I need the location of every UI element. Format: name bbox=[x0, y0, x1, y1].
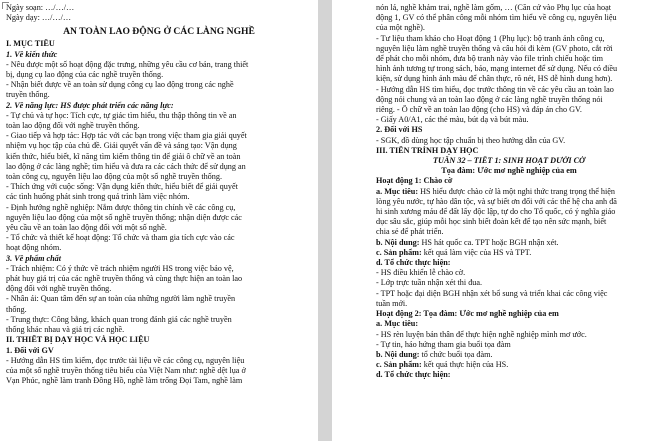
text-line: - Trung thực: Công bằng, khách quan trong đánh giá các nghề truyền bbox=[6, 314, 232, 324]
label-rest: HS hiểu được chào cờ là một nghi thức trang trọng thể hiện bbox=[418, 186, 616, 196]
text-line: động đối với nghề truyền thống. bbox=[6, 284, 112, 294]
text-line: - TPT hoặc đại diện BGH nhận xét bổ sung và triển khai các công việc bbox=[376, 288, 608, 298]
text-line: - Lớp trực tuần nhận xét thi đua. bbox=[376, 278, 483, 288]
text-line: - Định hướng nghề nghiệp: Nắm được thông tin chính về các công cụ, bbox=[6, 202, 236, 212]
text-line: - HS rèn luyện bản thân để thực hiện nghề nghiệp mình mơ ước. bbox=[376, 329, 587, 339]
document-title: AN TOÀN LAO ĐỘNG Ở CÁC LÀNG NGHỀ bbox=[63, 26, 255, 38]
text-line: - Thích ứng với cuộc sống: Vận dụng kiến thức, hiểu biết để giải quyết bbox=[6, 182, 238, 192]
text-line: hình ảnh tương tự trong sách, báo, mạng internet để sử dụng. Nếu có điều bbox=[376, 64, 618, 74]
label-lead: b. Nội dung: bbox=[376, 349, 420, 359]
text-line: - Nhận biết được về an toàn sử dụng công cụ lao động trong các nghề bbox=[6, 80, 234, 90]
text-line: 3. Về phẩm chất bbox=[6, 253, 62, 263]
text-line: hoạt động nhóm. bbox=[6, 243, 62, 253]
label-rest: tổ chức buổi tọa đàm. bbox=[419, 349, 493, 359]
date-line: Ngày dạy: …/…/… bbox=[6, 13, 72, 23]
text-line: động 1, GV có thể phân công mỗi nhóm tìm hiểu về công cụ, nguyên liệu bbox=[376, 13, 617, 23]
date-meta bbox=[6, 3, 312, 23]
text-line: thống. bbox=[6, 304, 27, 314]
text-line: - Giấy A0/A1, các thẻ màu, bút dạ và bút màu. bbox=[376, 115, 529, 125]
text-line: 1. Đối với GV bbox=[6, 345, 54, 355]
text-line: toàn lao động đối với nghề truyền thống. bbox=[6, 121, 140, 131]
text-line: - Tự chủ và tự học: Tích cực, tự giác tìm hiểu, thu thập thông tin về an bbox=[6, 110, 237, 120]
text-line: TUẦN 32 – TIẾT 1: SINH HOẠT DƯỚI CỜ bbox=[433, 156, 585, 166]
label-lead: c. Sản phẩm: bbox=[376, 247, 422, 257]
label-lead: c. Sản phẩm: bbox=[376, 360, 422, 370]
text-line: phát huy giá trị của các nghề truyền thống và cùng thực hiện an toàn lao bbox=[6, 274, 243, 284]
text-line: nguyên liệu lao động của một số nghề truyền thống; nhận diện được các bbox=[6, 212, 242, 222]
label-rest: HS hát quốc ca. TPT hoặc BGH nhận xét. bbox=[419, 237, 559, 247]
text-line: 1. Về kiến thức bbox=[6, 49, 58, 59]
right-body-text bbox=[376, 3, 642, 381]
text-line: toàn công cụ, nguyên liệu lao động của một số nghề truyền thống. bbox=[6, 172, 223, 182]
text-line: chia sẻ để phát triển. bbox=[376, 227, 444, 237]
text-line: Hoạt động 2: Tọa đàm: Ước mơ nghề nghiệp của em bbox=[376, 309, 559, 319]
text-line: các tình huống phát sinh trong quá trình làm việc nhóm. bbox=[6, 192, 190, 202]
text-line: bị, dụng cụ lao động của các nghề truyền thống. bbox=[6, 70, 164, 80]
text-line: III. TIẾN TRÌNH DẠY HỌC bbox=[376, 145, 479, 155]
text-line: của một số nghề truyền thống tiêu biểu của Việt Nam như: nghề dệt lụa ở bbox=[6, 365, 246, 375]
text-line: của một nghề). bbox=[376, 23, 425, 33]
text-line: - Tư liệu tham khảo cho Hoạt động 1 (Phụ lục): bộ tranh ảnh công cụ, bbox=[376, 33, 605, 43]
text-line: d. Tổ chức thực hiện: bbox=[376, 258, 451, 268]
text-line: - Hướng dẫn HS tìm hiểu, đọc trước thông tin về các yêu cầu an toàn lao bbox=[376, 84, 614, 94]
text-line bbox=[376, 248, 642, 258]
text-line: thống khác nhau và giá trị các nghề. bbox=[6, 325, 125, 335]
text-line: kiến thức, hiểu biết, kĩ năng tìm kiếm thông tin để giải ô chữ về an toàn bbox=[6, 151, 241, 161]
right-page bbox=[332, 0, 650, 441]
text-line: nguyên liệu làm nghề truyền thống và câu hỏi đi kèm (GV photo, cắt rời bbox=[376, 43, 613, 53]
text-line: tuần mới. bbox=[376, 298, 408, 308]
text-line: - HS điều khiển lễ chào cờ. bbox=[376, 268, 466, 278]
text-line bbox=[376, 350, 642, 360]
text-line: - Nêu được một số hoạt động đặc trưng, những yêu cầu cơ bản, trang thiết bbox=[6, 59, 249, 69]
label-lead: b. Nội dung: bbox=[376, 237, 420, 247]
text-line bbox=[376, 187, 642, 197]
label-rest: kết quả làm việc của HS và TPT. bbox=[421, 247, 532, 257]
text-line: hi sinh xương máu để đất lấy độc lập, tự do cho Tổ quốc, có ý nghĩa giáo bbox=[376, 207, 616, 217]
text-line: - Nhân ái: Quan tâm đến sự an toàn của những người làm nghề truyền bbox=[6, 294, 236, 304]
text-line: I. MỤC TIÊU bbox=[6, 39, 55, 49]
text-line: - SGK, đồ dùng học tập chuẩn bị theo hướng dẫn của GV. bbox=[376, 135, 566, 145]
text-line: để phát cho mỗi nhóm, đưa bộ tranh này vào file trình chiếu hoặc tìm bbox=[376, 54, 604, 64]
label-lead: a. Mục tiêu: bbox=[376, 186, 419, 196]
text-line: Vạn Phúc, nghề làm tranh Đông Hồ, nghề làm trống Đọi Tam, nghề làm bbox=[6, 376, 243, 386]
text-line: yêu cầu về an toàn lao động đối với một số nghề. bbox=[6, 223, 167, 233]
text-line: lòng yêu nước, tự hào dân tộc, và sự biết ơn đối với các thế hệ cha anh đã bbox=[376, 196, 617, 206]
text-line: lao động ở các làng nghề; tìm hiểu và đưa ra các cách thức để sử dụng an bbox=[6, 161, 246, 171]
text-line: II. THIẾT BỊ DẠY HỌC VÀ HỌC LIỆU bbox=[6, 335, 150, 345]
text-line: Tọa đàm: Ước mơ nghề nghiệp của em bbox=[441, 166, 577, 176]
text-line bbox=[376, 238, 642, 248]
date-line: Ngày soạn: …/…/… bbox=[6, 3, 75, 12]
text-line: 2. Về năng lực: HS được phát triển các năng lực: bbox=[6, 100, 174, 110]
text-line: kiện, sử dụng hình ảnh màu để chân thực, rõ nét, HS dễ hình dung hơn). bbox=[376, 74, 613, 84]
left-body-text bbox=[6, 39, 312, 386]
text-line: - Tự tin, háo hứng tham gia buổi tọa đàm bbox=[376, 339, 511, 349]
text-line: nón lá, nghề khảm trai, nghề làm gốm, … (Căn cứ vào Phụ lục của hoạt bbox=[376, 3, 611, 12]
label-rest: kết quả thực hiện của HS. bbox=[421, 360, 509, 370]
text-line: - Giao tiếp và hợp tác: Hợp tác với các bạn trong việc tham gia giải quyết bbox=[6, 131, 247, 141]
text-line: - Tổ chức và thiết kế hoạt động: Tổ chức và tham gia tích cực vào các bbox=[6, 233, 235, 243]
text-line: nhiệm vụ học tập của chủ đề. Giải quyết vấn đề và sáng tạo: Vận dụng bbox=[6, 141, 237, 151]
text-line bbox=[376, 360, 642, 370]
text-line: Hoạt động 1: Chào cờ bbox=[376, 176, 453, 186]
left-page bbox=[0, 0, 318, 441]
text-line: - Hướng dẫn HS tìm kiếm, đọc trước tài liệu về các công cụ, nguyên liệu bbox=[6, 355, 245, 365]
text-line: a. Mục tiêu: bbox=[376, 319, 419, 329]
text-line: riêng. - Ô chữ về an toàn lao động (cho HS) và đáp án cho GV. bbox=[376, 105, 582, 115]
text-line: dục sâu sắc, giúp mỗi học sinh biết đoàn kết để tạo nên sức mạnh, biết bbox=[376, 217, 607, 227]
text-line: - Trách nhiệm: Có ý thức về trách nhiệm người HS trong việc bảo vệ, bbox=[6, 263, 234, 273]
margin-corner-mark bbox=[2, 2, 9, 9]
text-line: truyền thống. bbox=[6, 90, 50, 100]
text-line: 2. Đối với HS bbox=[376, 125, 423, 135]
text-line: động nói chung và an toàn lao động ở các làng nghề truyền thống nói bbox=[376, 94, 603, 104]
text-line: d. Tổ chức thực hiện: bbox=[376, 370, 451, 380]
